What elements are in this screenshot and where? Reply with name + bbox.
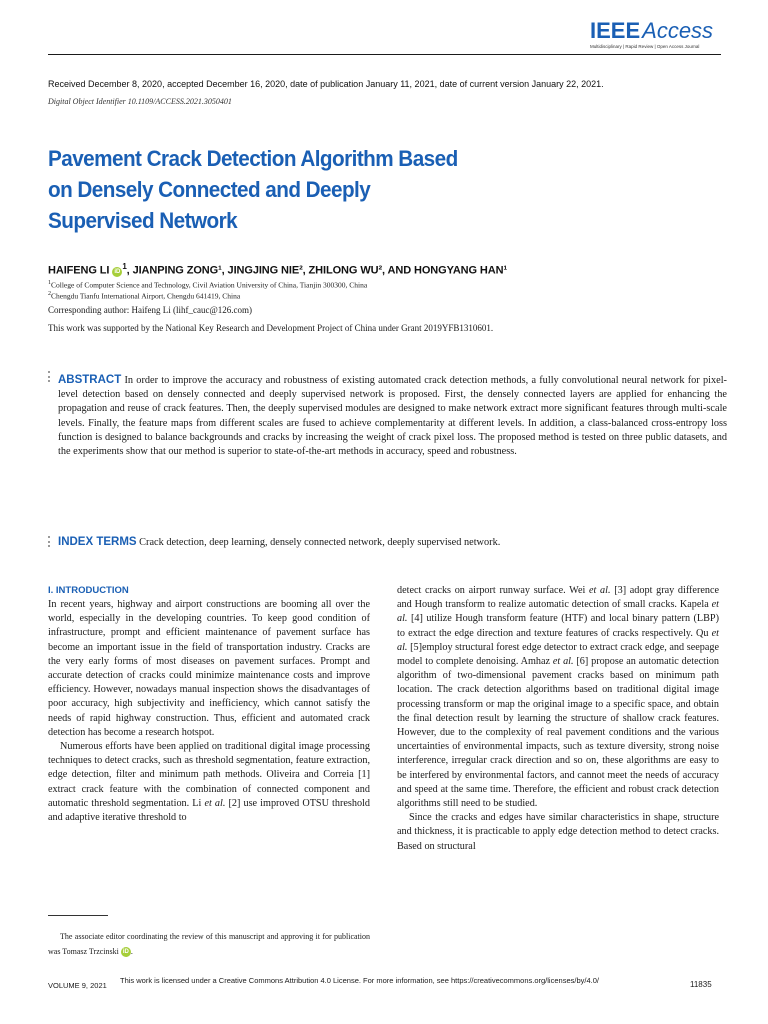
logo-ieee: IEEE <box>590 18 641 43</box>
index-terms-label: INDEX TERMS <box>58 536 137 548</box>
orcid-icon[interactable]: iD <box>112 267 122 277</box>
first-author: HAIFENG LI <box>48 264 110 277</box>
corresponding-author: Corresponding author: Haifeng Li (lihf_cauc@126.com) <box>48 305 252 315</box>
index-terms-text: Crack detection, deep learning, densely connected network, deeply supervised network. <box>139 537 501 548</box>
paragraph: Numerous efforts have been applied on traditional digital image processing techniques to detect cracks, such as threshold segmentation, feature extraction, edge detection, filter and minimum path methods. Oliveira and Correia [1] extract crack feature with the combination of connected component and automatic threshold segmentation. Li et al. [2] use improved OTSU threshold and adaptive iterative threshold to <box>48 741 370 824</box>
index-terms-marker <box>48 536 52 550</box>
paragraph: Since the cracks and edges have similar characteristics in shape, structure and thickness, it is practicable to apply edge detection method to detect cracks. Based on structural <box>397 812 719 852</box>
other-authors: , JIANPING ZONG¹, JINGJING NIE², ZHILONG WU², AND HONGYANG HAN¹ <box>126 264 508 277</box>
footnote-text: The associate editor coordinating the review of this manuscript and approving it for publication was Tomasz Trzcinski <box>48 932 370 956</box>
paragraph: detect cracks on airport runway surface. Wei et al. [3] adopt gray difference and Hough transform to realize automatic detection of small cracks. Kapela et al. [4] utilize Hough transform feature (HTF) and local binary pattern (LBP) to extract the edge direction and texture features of cracks respectively. Qu et al. [5]employ structural forest edge detector to extract crack edge, and seepage model to complete denoising. Amhaz et al. [6] propose an automatic detection algorithm of two-dimensional pavement cracks based on minimum path location. The crack detection algorithms based on traditional digital image processing transform or map the original image to a specific space, and obtain the final detection result by learning the structure of shallow crack features. However, due to the complexity of real pavement conditions and the various uncertainties of environmental impacts, such as texture diversity, strong noise interference, irregular crack direction and so on, these algorithms are easy to be interfered by environmental factors, and cannot meet the needs of accuracy and speed at the same time. Therefore, the efficient and robust crack detection algorithms still need to be studied. <box>397 585 719 810</box>
affiliation-text: Chengdu Tianfu International Airport, Chengdu 641419, China <box>51 291 241 301</box>
logo-access: Access <box>642 18 714 43</box>
title-line: on Densely Connected and Deeply <box>48 177 371 202</box>
doi: Digital Object Identifier 10.1109/ACCESS.2021.3050401 <box>48 97 232 106</box>
footnote-rule <box>48 915 108 916</box>
title-line: Pavement Crack Detection Algorithm Based <box>48 146 458 171</box>
affiliation-sup: 1 <box>48 280 51 286</box>
index-terms <box>58 536 727 548</box>
author-sup: 1 <box>122 262 127 271</box>
journal-logo <box>590 20 718 49</box>
logo-tagline: Multidisciplinary | Rapid Review | Open Access Journal <box>590 44 700 49</box>
orcid-icon[interactable]: iD <box>122 949 129 955</box>
affiliation-1 <box>48 280 367 290</box>
right-column <box>397 584 719 854</box>
received-dates: Received December 8, 2020, accepted December 16, 2020, date of publication January 11, 2021, date of current version January 22, 2021. <box>48 79 604 89</box>
left-column <box>48 584 370 825</box>
author-list <box>48 262 507 277</box>
paragraph: In recent years, highway and airport constructions are booming all over the world, especially in the developing countries. To keep good condition of infrastructure, prompt and efficient maintenance of pavement surface has become an important issue in the field of transportation industry. Cracks are the very early forms of most diseases on pavement surfaces. Prompt and accurate detection of cracks could minimize maintenance costs and improve efficiency. However, nowadays manual inspection shows the disadvantages of poor accuracy, high subjectivity and inefficiency, which cannot satisfy the needs of rapid highway construction. Thus, efficient and automated crack detection has become a research hotspot. <box>48 599 370 738</box>
license-note: This work is licensed under a Creative Commons Attribution 4.0 License. For more information, see https://creativecommons.org/licenses/by/4.0/ <box>120 976 599 985</box>
affiliation-text: College of Computer Science and Technology, Civil Aviation University of China, Tianjin 300300, China <box>51 280 368 290</box>
affiliation-2 <box>48 291 240 301</box>
funding-note: This work was supported by the National Key Research and Development Project of China under Grant 2019YFB1310601. <box>48 323 494 333</box>
affiliation-sup: 2 <box>48 291 51 297</box>
volume-label: VOLUME 9, 2021 <box>48 981 107 990</box>
paper-title <box>48 143 563 236</box>
title-line: Supervised Network <box>48 208 238 233</box>
page-number: 11835 <box>690 980 712 989</box>
footnote: The associate editor coordinating the review of this manuscript and approving it for publication was Tomasz Trzcinski iD . <box>48 932 370 956</box>
abstract-text: In order to improve the accuracy and robustness of existing automated crack detection methods, a fully convolutional neural network for pixel-level detection based on densely connected and deeply supervised network is proposed. First, the densely connected layers are applied for enhancing the propagation and reuse of crack features. Then, the deeply supervised modules are designed to make network extract more significant features through multi-scale levels. Finally, the feature maps from different scales are fused to achieve complementarity at different levels. In addition, a class-balanced cross-entropy loss function is designed to balance backgrounds and cracks by increasing the weight of crack pixel loss. The proposed method is tested on three public datasets, and the experiments show that our method is superior to state-of-the-art methods in accuracy, speed and robustness. <box>58 375 727 458</box>
header-rule <box>48 54 721 55</box>
section-heading: I. INTRODUCTION <box>48 585 129 596</box>
abstract-label: ABSTRACT <box>58 374 122 386</box>
abstract-marker <box>48 371 52 385</box>
abstract <box>58 373 727 459</box>
